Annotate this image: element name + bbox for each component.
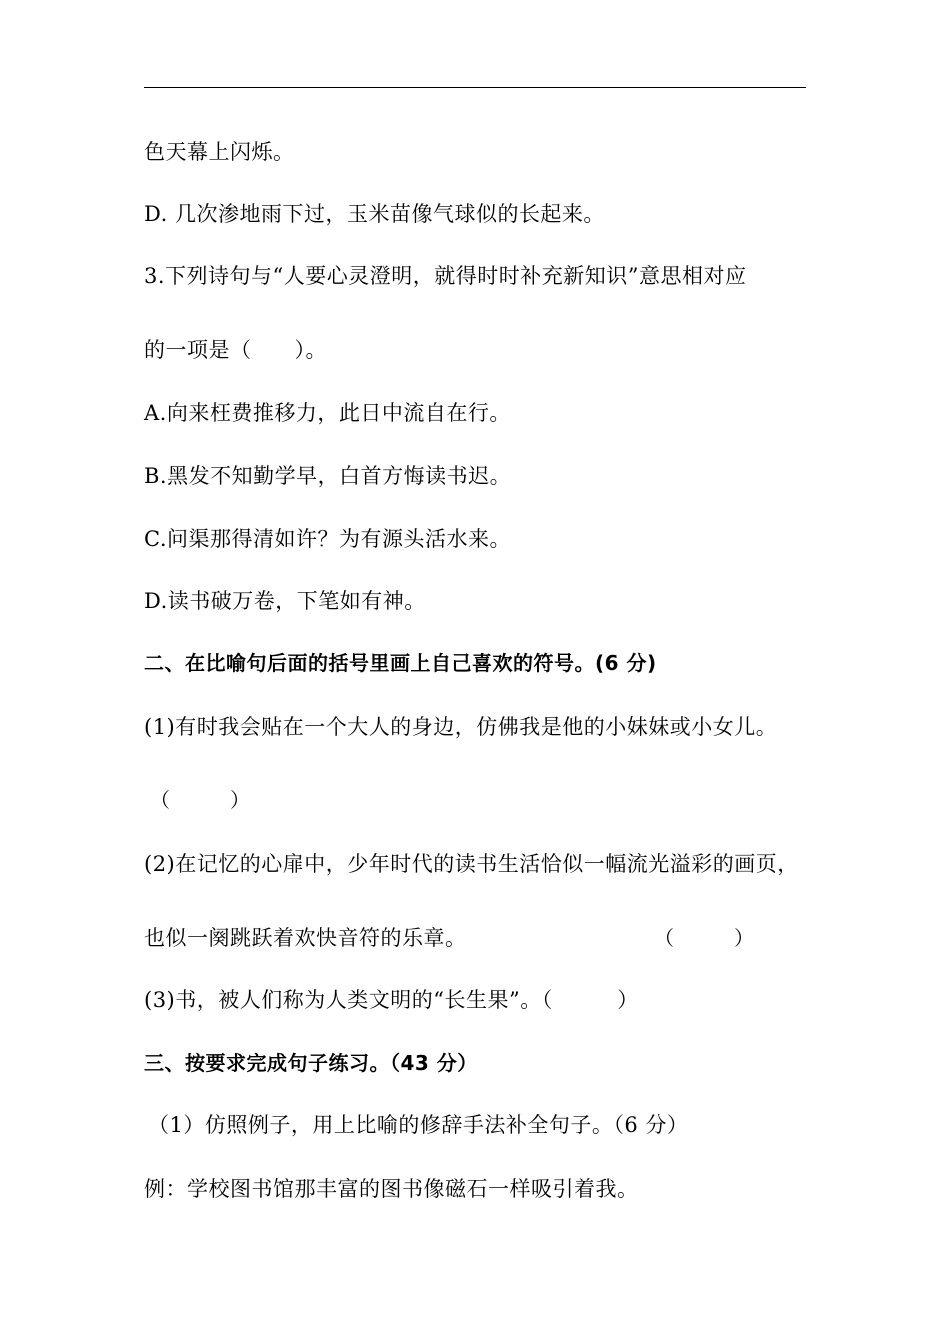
section-3-heading: 三、按要求完成句子练习。（43 分） <box>144 1051 478 1075</box>
sentence-2: (2)在记忆的心扉中，少年时代的读书生活恰似一幅流光溢彩的画页， <box>144 852 799 876</box>
example-sentence: 例：学校图书馆那丰富的图书像磁石一样吸引着我。 <box>144 1177 639 1201</box>
text-line: 色天幕上闪烁。 <box>144 140 295 164</box>
question-3: 3.下列诗句与“人要心灵澄明，就得时时补充新知识”意思相对应 <box>144 264 747 288</box>
option-c: C.问渠那得清如许？为有源头活水来。 <box>144 527 511 551</box>
answer-blank-1[interactable]: （ ） <box>150 788 250 812</box>
question-3-cont: 的一项是（ ）。 <box>144 338 327 362</box>
option-a: A.向来枉费推移力，此日中流自在行。 <box>144 401 511 425</box>
question-1: （1）仿照例子，用上比喻的修辞手法补全句子。（6 分） <box>148 1113 689 1137</box>
option-b: B.黑发不知勤学早，白首方悔读书迟。 <box>144 464 512 488</box>
sentence-1: (1)有时我会贴在一个大人的身边，仿佛我是他的小妹妹或小女儿。 <box>144 715 778 739</box>
answer-blank-2[interactable]: （ ） <box>654 926 754 950</box>
section-2-heading: 二、在比喻句后面的括号里画上自己喜欢的符号。(6 分) <box>144 651 657 675</box>
option-d-q2: D. 几次渗地雨下过，玉米苗像气球似的长起来。 <box>144 202 605 226</box>
sentence-2-cont: 也似一阕跳跃着欢快音符的乐章。 <box>144 926 467 950</box>
header-rule <box>144 87 806 88</box>
sentence-3: (3)书，被人们称为人类文明的“长生果”。（ ） <box>144 988 639 1012</box>
option-d: D.读书破万卷，下笔如有神。 <box>144 589 426 613</box>
